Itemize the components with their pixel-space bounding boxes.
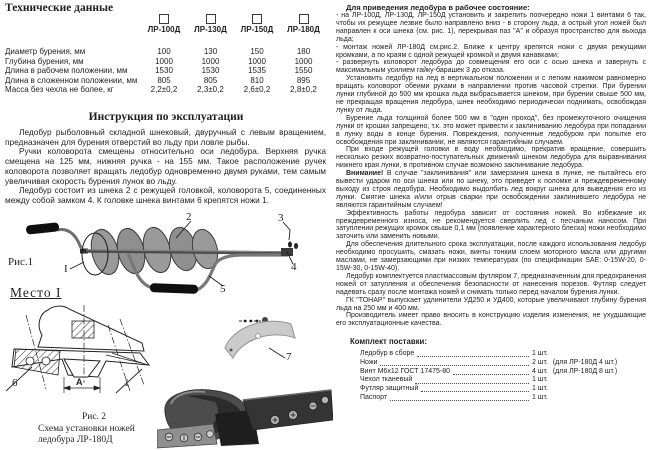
cell-value: 1530 xyxy=(201,66,220,76)
kit-title: Комплект поставки: xyxy=(350,337,427,347)
tech-table xyxy=(5,13,327,95)
cell-value: 1550 xyxy=(294,66,313,76)
table-spacer xyxy=(5,36,327,47)
working-paragraph: Производитель имеет право вносить в конструкцию изделия изменения, не ухудшающие его эксплуатационные качества. xyxy=(336,312,646,328)
working-title: Для приведения ледобура в рабочее состояние: xyxy=(346,3,530,12)
model-name: ЛР-100Д xyxy=(147,25,181,34)
cell-value: 2,3±0,2 xyxy=(197,85,224,95)
instruction-title: Инструкция по эксплуатации xyxy=(88,111,244,123)
kit-list xyxy=(360,350,646,402)
cell-value: 895 xyxy=(296,75,311,85)
hatched-boss xyxy=(72,321,94,338)
row-label: Длина в рабочем положении, мм xyxy=(5,66,128,76)
model-checkbox-lr100d[interactable] xyxy=(159,14,169,24)
cell-value: 180 xyxy=(296,47,311,56)
working-paragraph: Бурение льда толщиной более 500 мм в "один проход", без промежуточного очищения лунки от крошки запрещено, т.к. это может привести к заклиниванию ледобура при попадании в лунку воды в конце бурения. Повреждения, полученные ледобуром при попытке его освобождения при заклинивании, не являются гарантийным случаем. xyxy=(336,114,646,146)
fig2-label-knife: 1 xyxy=(124,377,130,389)
tech-data-title: Технические данные xyxy=(5,2,114,14)
working-state-section xyxy=(336,3,646,402)
model-checkbox-lr180d[interactable] xyxy=(299,14,309,24)
working-paragraph: Ледобур комплектуется пластмассовым футляром 7, предназначенным для предохранения ножей от затупления и обеспечения безопасности от нанесения порезов. Футляр следует надевать сразу после монтажа ножей и снимать только перед началом бурения лунки. xyxy=(336,272,646,296)
instruction-paragraph: Ледобур рыболовный складной шнековый, двуручный с левым вращением, предназначен для бурения отверстий во льду при ловле рыбы. xyxy=(5,127,326,147)
hatched-block xyxy=(14,349,60,375)
dotted-leader xyxy=(453,368,529,375)
cell-value: 805 xyxy=(203,75,218,85)
cell-value: 1535 xyxy=(248,66,266,76)
cell-value: 1000 xyxy=(294,56,313,66)
working-paragraph: - на ЛР-100Д, ЛР-130Д, ЛР-150Д установить и закрепить поочередно ножи 1 винтами 6 так, чтобы их режущее лезвие было направлено вниз - в сторону льда, а острый угол ножей был направлен к оси шнека (см. рис. 1), перекрывая паз "А" и образуя пространство для выхода льда; xyxy=(336,12,646,43)
kit-item: Винт М6х12 ГОСТ 17475-80 4 шт. (для ЛР-180Д 8 шт.) xyxy=(360,367,618,375)
fig2-caption-line: ледобура ЛР-180Д xyxy=(38,435,113,445)
working-paragraph: - монтаж ножей ЛР-180Д см.рис.2. Ближе к центру крепятся ножи с двумя режущими кромками, а по краям с одной режущей кромкой и двумя канавками; xyxy=(336,43,646,59)
model-name: ЛР-180Д xyxy=(287,25,320,34)
fig1-label-handle: 5 xyxy=(220,283,226,295)
upper-handle-arm xyxy=(57,229,81,248)
instruction-paragraph: Ледобур состоит из шнека 2 с режущей головкой, коловорота 5, соединенных между собой замком 4. К головке шнека винтами 6 крепятся ножи 1. xyxy=(5,185,326,205)
row-label: Длина в сложенном положении, мм xyxy=(5,75,138,85)
fig1-label-auger: 2 xyxy=(186,211,192,223)
kit-item: Ледобур в сборе 1 шт. xyxy=(360,350,548,358)
instruction-body xyxy=(5,128,326,206)
fig2-caption xyxy=(38,412,150,447)
model-checkbox-lr130d[interactable] xyxy=(206,14,216,24)
working-paragraph: Эффективность работы ледобура зависит от состояния ножей. Во избежание их преждевременного износа, не рекомендуется сверлить лед с песчаным наносом. При затуплении режущих кромок свыше 0,1 мм (появление характерного блеска) ножи необходимо заточить или заменить новыми. xyxy=(336,209,646,241)
case-band xyxy=(225,321,295,358)
cell-value: 810 xyxy=(250,75,264,85)
cell-value: 1000 xyxy=(248,56,266,66)
model-name: ЛР-150Д xyxy=(240,25,274,34)
kit-item: Футляр защитный 1 шт. xyxy=(360,385,548,393)
blade-holder xyxy=(243,390,333,430)
row-label: Диаметр бурения, мм xyxy=(5,47,86,56)
kit-item: Паспорт 1 шт. xyxy=(360,393,548,401)
working-paragraph: Для обеспечения длительного срока эксплуатации, после каждого использования ледобур необходимо просушить, смазать ножи, винты тонким слоем моторного масла или другими маслами, не замерзающими при низких температурах (по спецификации SAE: 0-15W-20, 0-15W-30, 0-15W-40). xyxy=(336,241,646,272)
cutting-head-photo xyxy=(157,386,333,450)
working-paragraph-attention: Внимание! В случае "заклинивания" или замерзания шнека в лунке, не пытайтесь его вывести ударом по оси шнека или по шнеку, это приведет к поломке и преждевременному выходу из строя ледобура. Необходимо выдолбить лед вокруг шнека для выведения его из лунки. Смятие шнека и/или отрыв сварки при освобождении заклинившего ледобура не являются гарантийным случаем! xyxy=(336,170,646,209)
working-paragraph: ГК "ТОНАР" выпускает удлинители УД250 и УД400, которые увеличивают глубину бурения льда на 250 мм и 400 мм. xyxy=(336,296,646,312)
cell-value: 1000 xyxy=(201,56,220,66)
row-label: Масса без чехла не более, кг xyxy=(5,85,114,95)
row-label: Глубина бурения, мм xyxy=(5,56,84,66)
table-corner xyxy=(5,13,141,24)
working-paragraph: При входе режущей головки в воду необходимо, прекратив вращение, совершить несколько резких возвратно-поступательных движений шнеком ледобура для выравнивания нижнего края лунки, в противном случае возможно заклинивание ледобура. xyxy=(336,146,646,170)
fig1-label-place: I xyxy=(64,263,68,275)
instruction-paragraph: Ручки коловорота смещены относительно оси ледобура. Верхняя ручка смещена на 125 мм, нижняя ручка - на 155 мм. Такое расположение ручек коловорота позволяет вращать ледобур одновременно двумя руками, тем самым увеличивая скорость бурения лунок во льду. xyxy=(5,146,326,186)
kit-item: Ножи 2 шт. (для ЛР-180Д 4 шт.) xyxy=(360,358,618,366)
dotted-leader xyxy=(417,350,529,357)
cell-value: 2,8±0,2 xyxy=(290,85,317,95)
dotted-leader xyxy=(390,394,529,401)
cell-value: 2,2±0,2 xyxy=(150,85,178,95)
fig2-label-case: 7 xyxy=(286,351,292,363)
kit-item: Чехол тканевый 1 шт. xyxy=(360,376,548,384)
fig2-caption-line: Схема установки ножей xyxy=(38,423,135,434)
place-detail-title: Место I xyxy=(10,285,62,300)
attention-lead: Внимание! xyxy=(346,170,384,178)
upper-handle-grip xyxy=(26,222,60,234)
fig2-label-screw: 6 xyxy=(12,377,18,389)
cell-value: 130 xyxy=(203,47,218,56)
cell-value: 1000 xyxy=(155,56,173,66)
fig2-label-gap: А xyxy=(76,377,83,387)
cell-value: 2,6±0,2 xyxy=(243,85,271,95)
model-checkbox-lr150d[interactable] xyxy=(252,14,262,24)
wing-nut xyxy=(294,243,298,249)
cell-value: 805 xyxy=(157,75,171,85)
fig1-caption: Рис.1 xyxy=(8,256,34,268)
fig1-label-lock: 4 xyxy=(291,261,297,273)
cell-value: 150 xyxy=(250,47,264,56)
fig2-caption-line: Рис. 2 xyxy=(81,412,107,422)
dotted-leader xyxy=(421,385,529,392)
fig1-label-nut: 3 xyxy=(278,212,284,224)
model-name: ЛР-130Д xyxy=(194,25,227,34)
cell-value: 100 xyxy=(157,47,171,56)
dotted-leader xyxy=(380,359,529,366)
lower-handle-grip xyxy=(150,283,198,294)
cell-value: 1530 xyxy=(155,66,173,76)
working-paragraph: - развернуть коловорот ледобура до совмещения его оси с осью шнека и завернуть с максимальным усилием гайку-барашек 3 до отказа. xyxy=(336,59,646,75)
dotted-leader xyxy=(415,376,529,383)
working-paragraph: Установить ледобур на лед в вертикальном положении и с легким нажимом равномерно вращать коловорот обеими руками в направлении против часовой стрелки. При бурении лунки глубиной до 500 мм крошка льда выбрасывается шнеком, при бурении свыше 500 мм, не прекращая вращения ледобура, шнек необходимо периодически поднимать, освобождая лунку от льда. xyxy=(336,75,646,114)
